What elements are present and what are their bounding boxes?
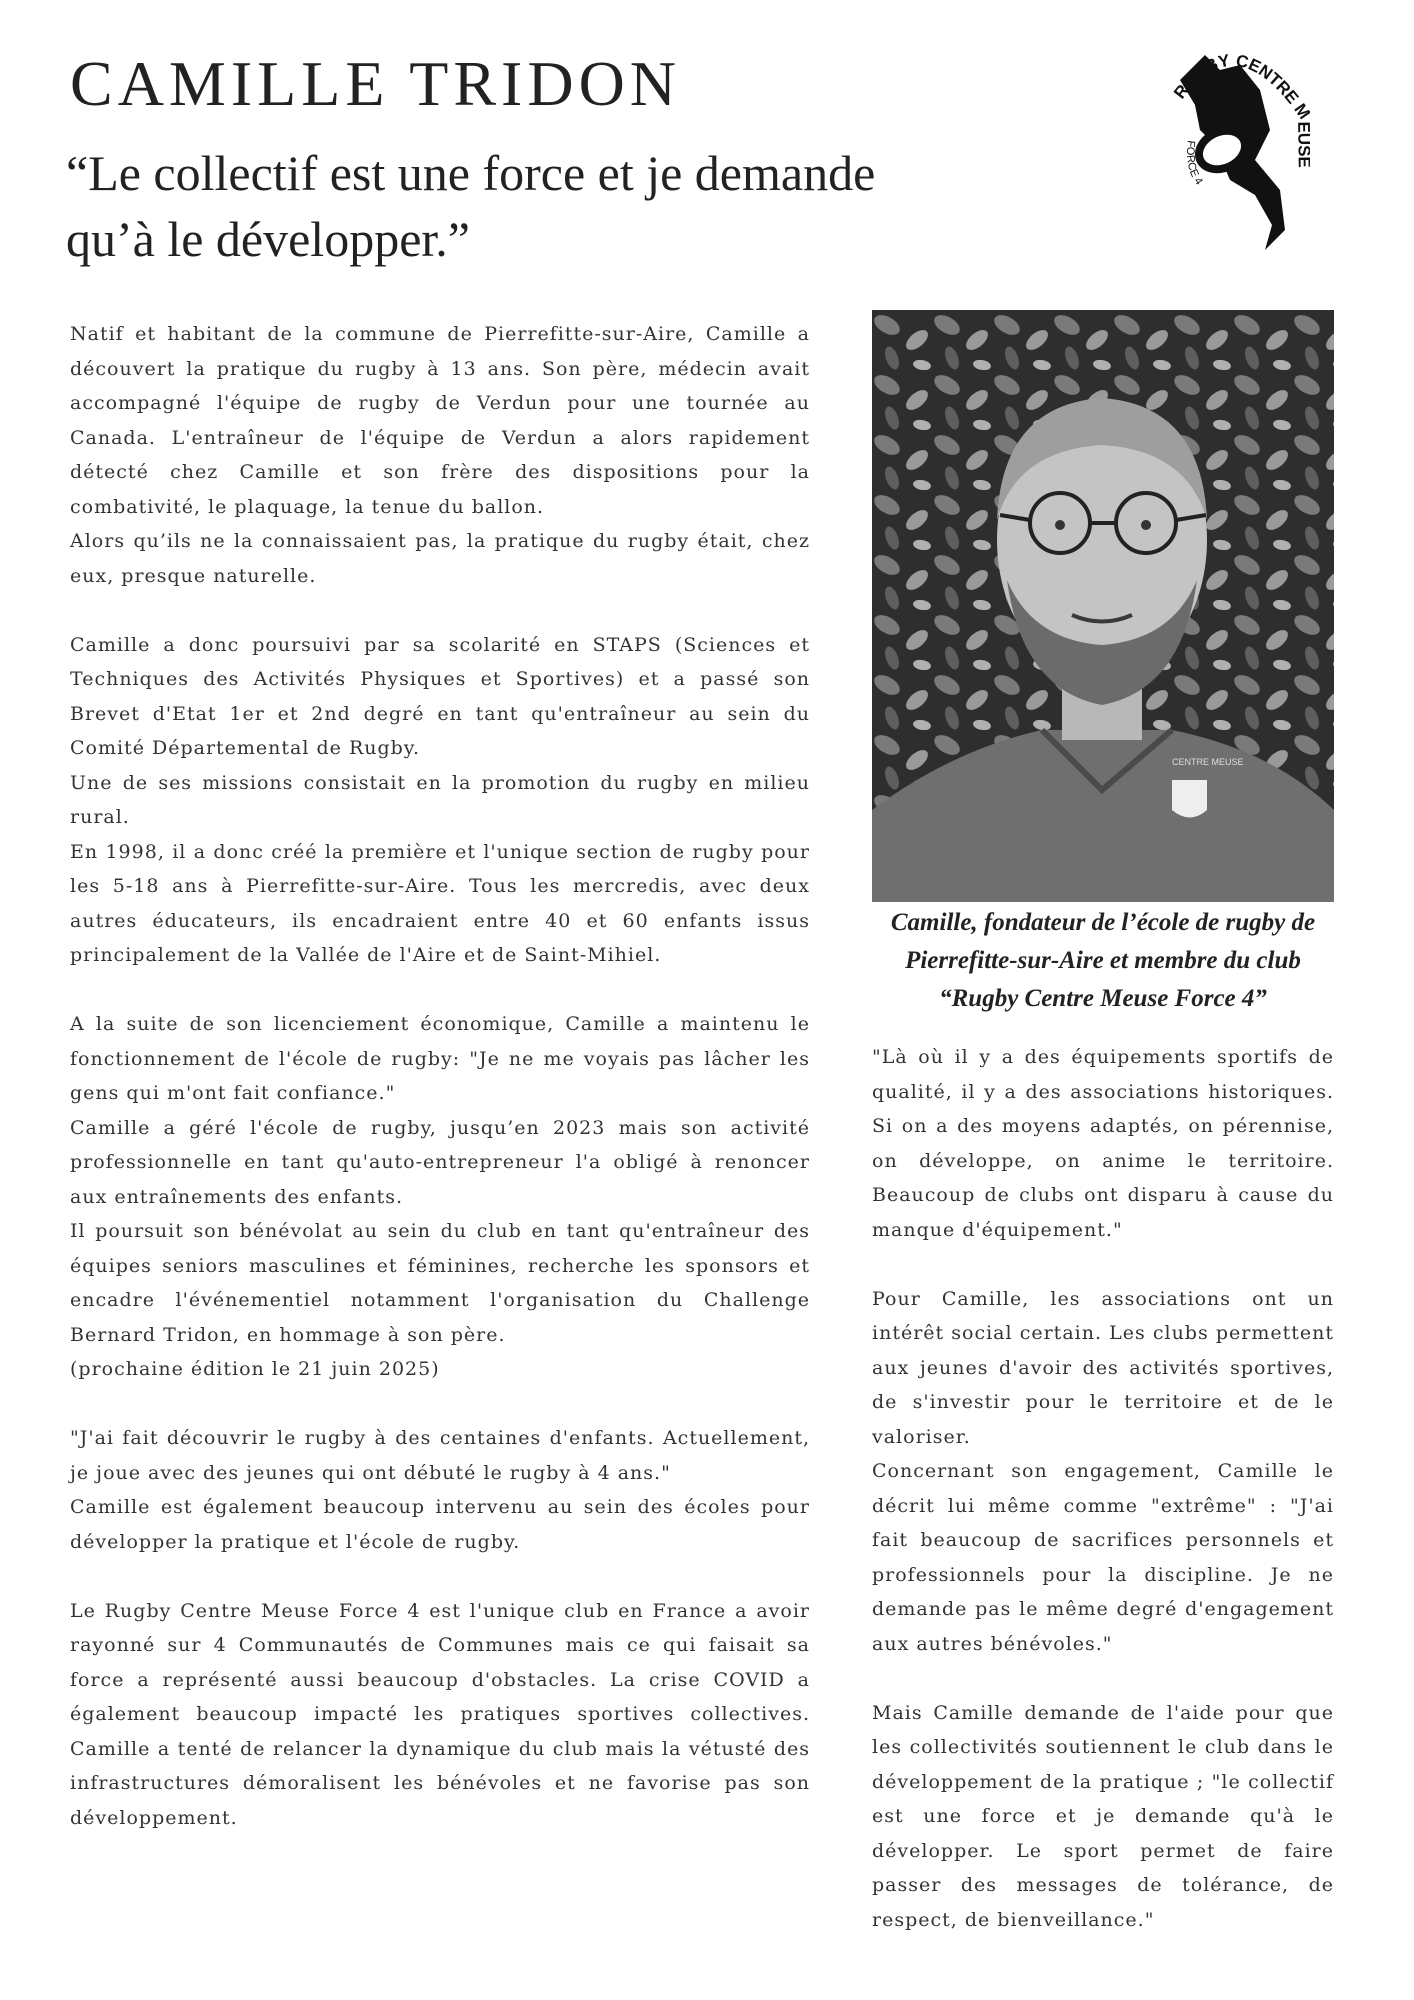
paragraph: Le Rugby Centre Meuse Force 4 est l'unique club en France a avoir rayonné sur 4 Communautés de Communes mais ce qui faisait sa force a représenté aussi beaucoup d'obstacles. La crise COVID a également beaucoup impacté les pratiques sportives collectives. Camille a tenté de relancer la dynamique du club mais la vétusté des infrastructures démoralisent les bénévoles et ne favorise pas son développement. [70, 1599, 810, 1829]
paragraph: Mais Camille demande de l'aide pour que les collectivités soutiennent le club dans le développement de la pratique ; "le collectif est une force et je demande qu'à le développer. Le sport permet de faire passer des messages de tolérance, de respect, de bienveillance." [872, 1701, 1334, 1931]
caption-line1: Camille, fondateur de l’école de rugby de [890, 909, 1316, 936]
paragraph: (prochaine édition le 21 juin 2025) [70, 1358, 440, 1380]
paragraph: Concernant son engagement, Camille le décrit lui même comme "extrême" : "J'ai fait beaucoup de sacrifices personnels et professionnels pour la discipline. Je ne demande pas le même degré d'engagement aux autres bénévoles." [872, 1460, 1334, 1655]
paragraph: Natif et habitant de la commune de Pierrefitte-sur-Aire, Camille a découvert la pratique du rugby à 13 ans. Son père, médecin avait accompagné l'équipe de rugby de Verdun pour une tournée au Canada. L'entraîneur de l'équipe de Verdun a alors rapidement détecté chez Camille et son frère des dispositions pour la combativité, le plaquage, la tenue du ballon. [70, 323, 810, 518]
headline-quote-line2: qu’à le développer.” [66, 211, 470, 267]
portrait-photo-icon [872, 310, 1334, 902]
paragraph: En 1998, il a donc créé la première et l'unique section de rugby pour les 5-18 ans à Pierrefitte-sur-Aire. Tous les mercredis, avec deux autres éducateurs, ils encadraient entre 40 et 60 enfants issus principalement de la Vallée de l'Aire et de Saint-Mihiel. [70, 840, 810, 966]
caption-line3: “Rugby Centre Meuse Force 4” [939, 985, 1267, 1012]
paragraph: Il poursuit son bénévolat au sein du club en tant qu'entraîneur des équipes seniors masculines et féminines, recherche les sponsors et encadre l'événementiel notamment l'organisation du Challenge Bernard Tridon, en hommage à son père. [70, 1220, 810, 1346]
paragraph: "J'ai fait découvrir le rugby à des centaines d'enfants. Actuellement, je joue avec des jeunes qui ont débuté le rugby à 4 ans." [70, 1427, 810, 1484]
logo-text-bottom: FORCE 4 [1183, 139, 1205, 188]
left-column [70, 317, 810, 1835]
caption-line2: Pierrefitte-sur-Aire et membre du club [905, 947, 1301, 974]
page-title: CAMILLE TRIDON [70, 48, 681, 119]
paragraph: Camille a géré l'école de rugby, jusqu’en 2023 mais son activité professionnelle en tant qu'auto-entrepreneur l'a obligé à renoncer aux entraînements des enfants. [70, 1116, 810, 1208]
logo-text-top: RUGBY CENTRE [1170, 50, 1303, 108]
headline-quote-line1: “Le collectif est une force et je demande [66, 145, 876, 201]
paragraph: A la suite de son licenciement économique, Camille a maintenu le fonctionnement de l'école de rugby: "Je ne me voyais pas lâcher les gens qui m'ont fait confiance." [70, 1013, 810, 1104]
paragraph: Camille a donc poursuivi par sa scolarité en STAPS (Sciences et Techniques des Activités Physiques et Sportives) et a passé son Brevet d'Etat 1er et 2nd degré en tant qu'entraîneur au sein du Comité Départemental de Rugby. [70, 633, 810, 759]
paragraph: Alors qu’ils ne la connaissaient pas, la pratique du rugby était, chez eux, presque naturelle. [70, 530, 810, 587]
right-column [872, 1040, 1334, 1937]
fox-head-logo-icon [1160, 20, 1310, 270]
shirt-text: CENTRE MEUSE [1172, 757, 1244, 767]
headline-quote [66, 140, 1066, 272]
paragraph: Une de ses missions consistait en la promotion du rugby en milieu rural. [70, 771, 810, 828]
paragraph: Camille est également beaucoup intervenu au sein des écoles pour développer la pratique et l'école de rugby. [70, 1496, 810, 1553]
portrait-photo [872, 310, 1334, 902]
photo-caption [860, 904, 1346, 1018]
club-logo [1160, 20, 1310, 270]
paragraph: "Là où il y a des équipements sportifs de qualité, il y a des associations historiques. Si on a des moyens adaptés, on pérennise, on développe, on anime le territoire. Beaucoup de clubs ont disparu à cause du manque d'équipement." [872, 1046, 1334, 1241]
paragraph: Pour Camille, les associations ont un intérêt social certain. Les clubs permettent aux jeunes d'avoir des activités sportives, de s'investir pour le territoire et de le valoriser. [872, 1287, 1334, 1448]
